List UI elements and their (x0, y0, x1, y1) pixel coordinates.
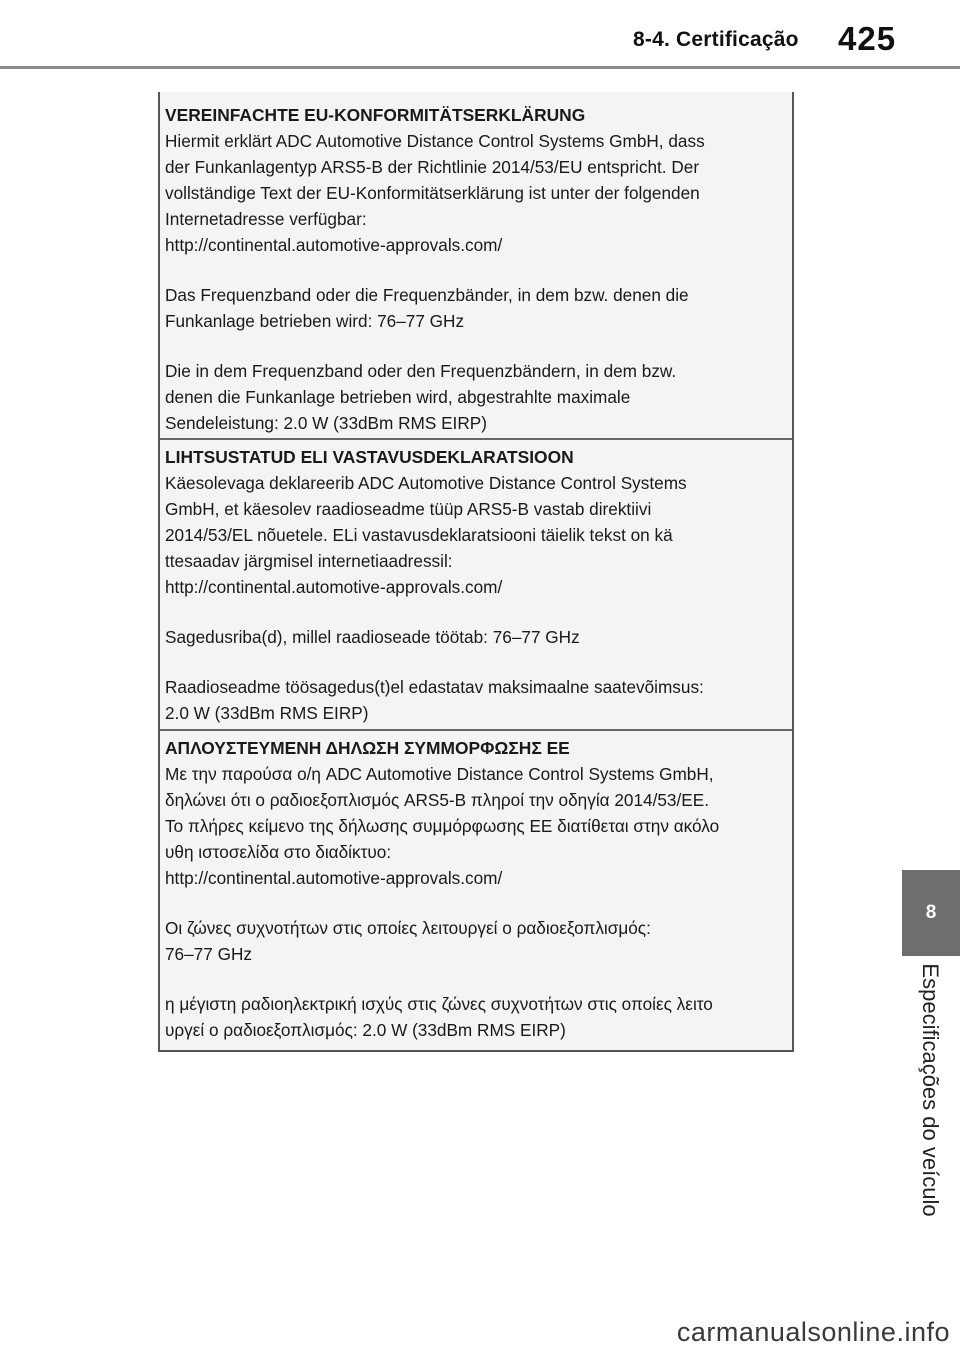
chapter-tab[interactable] (902, 870, 960, 956)
declaration-url: http://continental.automotive-approvals.com/ (165, 577, 503, 597)
declaration-intro: Käesolevaga deklareerib ADC Automotive Distance Control Systems GmbH, et käesolev raadioseadme tüüp ARS5-B vastab direktiivi 2014/53/EL nõuetele. ELi vastavusdeklaratsiooni täielik tekst on kä ttesaadav järgmisel internetiaadressil: (165, 473, 687, 571)
declaration-intro: Με την παρούσα ο/η ADC Automotive Distance Control Systems GmbH, δηλώνει ότι ο ραδιοεξοπλισμός ARS5-B πληροί την οδηγία 2014/53/ΕΕ. Το πλήρες κείμενο της δήλωσης συμμόρφωσης ΕΕ διατίθεται στην ακόλο υθη ιστοσελίδα στο διαδίκτυο: (165, 764, 720, 862)
declaration-title: ΑΠΛΟΥΣΤΕΥΜΕΝΗ ΔΗΛΩΣΗ ΣΥΜΜΟΡΦΩΣΗΣ ΕΕ (165, 738, 570, 758)
declaration-box (158, 92, 794, 1052)
page-number: 425 (838, 20, 897, 57)
chapter-label: Especificações do veículo (918, 963, 943, 1217)
declaration-intro: Hiermit erklärt ADC Automotive Distance Control Systems GmbH, dass der Funkanlagentyp ARS5-B der Richtlinie 2014/53/EU entspricht. Der vollständige Text der EU-Konformitätserklärung ist unter der folgenden Internetadresse verfügbar: (165, 131, 705, 229)
declaration-frequency: Sagedusriba(d), millel raadioseade töötab: 76–77 GHz (165, 627, 580, 647)
declaration-frequency: Das Frequenzband oder die Frequenzbänder, in dem bzw. denen die Funkanlage betrieben wird: 76–77 GHz (165, 285, 689, 331)
declaration-url: http://continental.automotive-approvals.com/ (165, 235, 503, 255)
section-title: 8-4. Certificação (633, 28, 799, 51)
declaration-title: LIHTSUSTATUD ELI VASTAVUSDEKLARATSIOON (165, 447, 574, 467)
chapter-number: 8 (925, 902, 937, 923)
declaration-url: http://continental.automotive-approvals.com/ (165, 868, 503, 888)
declaration-estonian (160, 438, 792, 750)
declaration-greek (160, 729, 792, 1067)
declaration-power: η μέγιστη ραδιοηλεκτρική ισχύς στις ζώνες συχνοτήτων στις οποίες λειτο υργεί ο ραδιοεξοπλισμός: 2.0 W (33dBm RMS EIRP) (165, 994, 713, 1040)
header-divider (0, 66, 960, 69)
declaration-power: Die in dem Frequenzband oder den Frequenzbändern, in dem bzw. denen die Funkanlage betrieben wird, abgestrahlte maximale Sendeleistung: 2.0 W (33dBm RMS EIRP) (165, 361, 677, 433)
declaration-german (160, 98, 792, 460)
declaration-power: Raadioseadme töösagedus(t)el edastatav maksimaalne saatevõimsus: 2.0 W (33dBm RMS EIRP) (165, 677, 704, 723)
watermark: carmanualsonline.info (676, 1317, 950, 1347)
declaration-title: VEREINFACHTE EU-KONFORMITÄTSERKLÄRUNG (165, 105, 586, 125)
declaration-frequency: Οι ζώνες συχνοτήτων στις οποίες λειτουργεί ο ραδιοεξοπλισμός: 76–77 GHz (165, 918, 651, 964)
